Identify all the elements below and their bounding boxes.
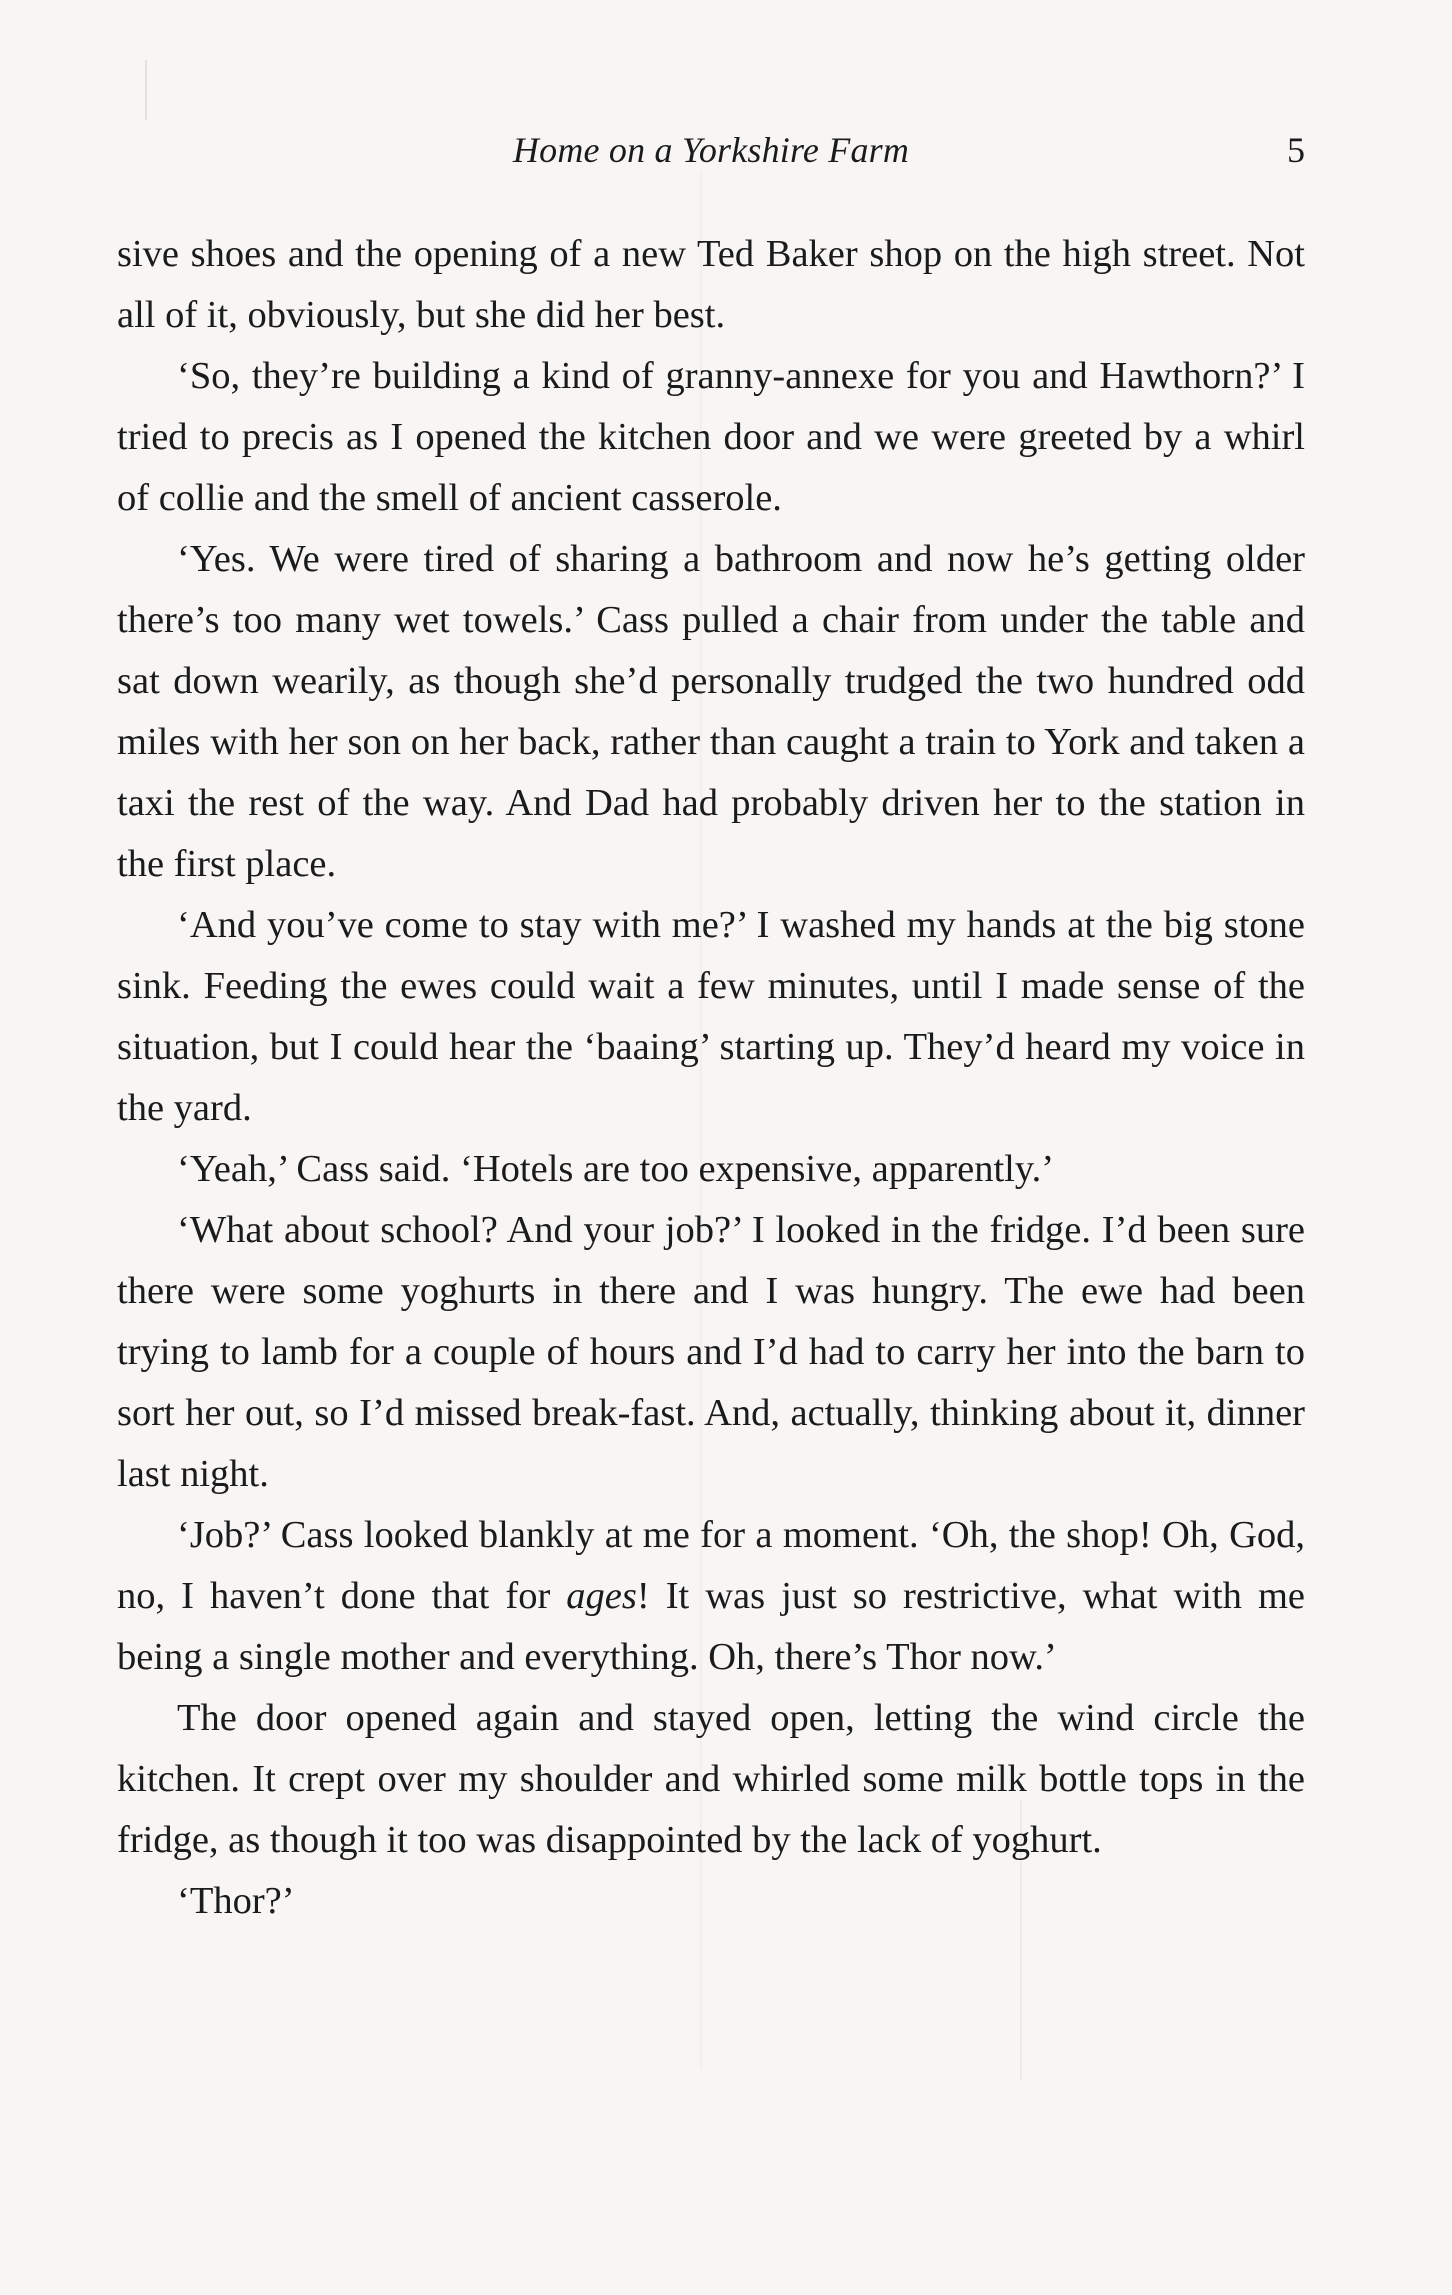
page-number: 5 [1287,130,1305,170]
paragraph-9: ‘Thor?’ [177,1880,295,1922]
paragraph-2: ‘So, they’re building a kind of granny-annexe for you and Hawthorn?’ I tried to precis as I opened the kitchen door and we were greeted by a whirl of collie and the smell of ancient casserole. [117,355,1305,519]
running-title: Home on a Yorkshire Farm [512,130,910,170]
paragraph-6: ‘What about school? And your job?’ I looked in the fridge. I’d been sure there were some yoghurts in there and I was hungry. The ewe had been trying to lamb for a couple of hours and I’d had to carry her into the barn to sort her out, so I’d missed break-fast. And, actually, thinking about it, dinner last night. [117,1209,1305,1495]
paragraph-3: ‘Yes. We were tired of sharing a bathroom and now he’s getting older there’s too many wet towels.’ Cass pulled a chair from under the table and sat down wearily, as though she’d personally trudged the two hundred odd miles with her son on her back, rather than caught a train to York and taken a taxi the rest of the way. And Dad had probably driven her to the station in the first place. [117,538,1305,885]
paragraph-4: ‘And you’ve come to stay with me?’ I washed my hands at the big stone sink. Feeding the ewes could wait a few minutes, until I made sense of the situation, but I could hear the ‘baaing’ starting up. They’d heard my voice in the yard. [117,904,1305,1129]
running-head [117,124,1305,176]
paragraph-7 [117,1505,1305,1688]
paragraph-7-emphasis: ages [566,1575,637,1617]
scan-mark-left [145,60,147,120]
paragraph-7-part-2: ! It was just so restrictive, what with me being a single mother and everything. Oh, there’s Thor now.’ [117,1575,1305,1678]
paragraph-1: sive shoes and the opening of a new Ted Baker shop on the high street. Not all of it, obviously, but she did her best. [117,233,1305,336]
body-text [117,224,1305,1932]
paragraph-8: The door opened again and stayed open, letting the wind circle the kitchen. It crept over my shoulder and whirled some milk bottle tops in the fridge, as though it too was disappointed by the lack of yoghurt. [117,1697,1305,1861]
paragraph-5: ‘Yeah,’ Cass said. ‘Hotels are too expensive, apparently.’ [177,1148,1055,1190]
paragraph-7-part-1: ‘Job?’ Cass looked blankly at me for a moment. ‘Oh, the shop! Oh, God, no, I haven’t done that for [117,1514,1305,1617]
